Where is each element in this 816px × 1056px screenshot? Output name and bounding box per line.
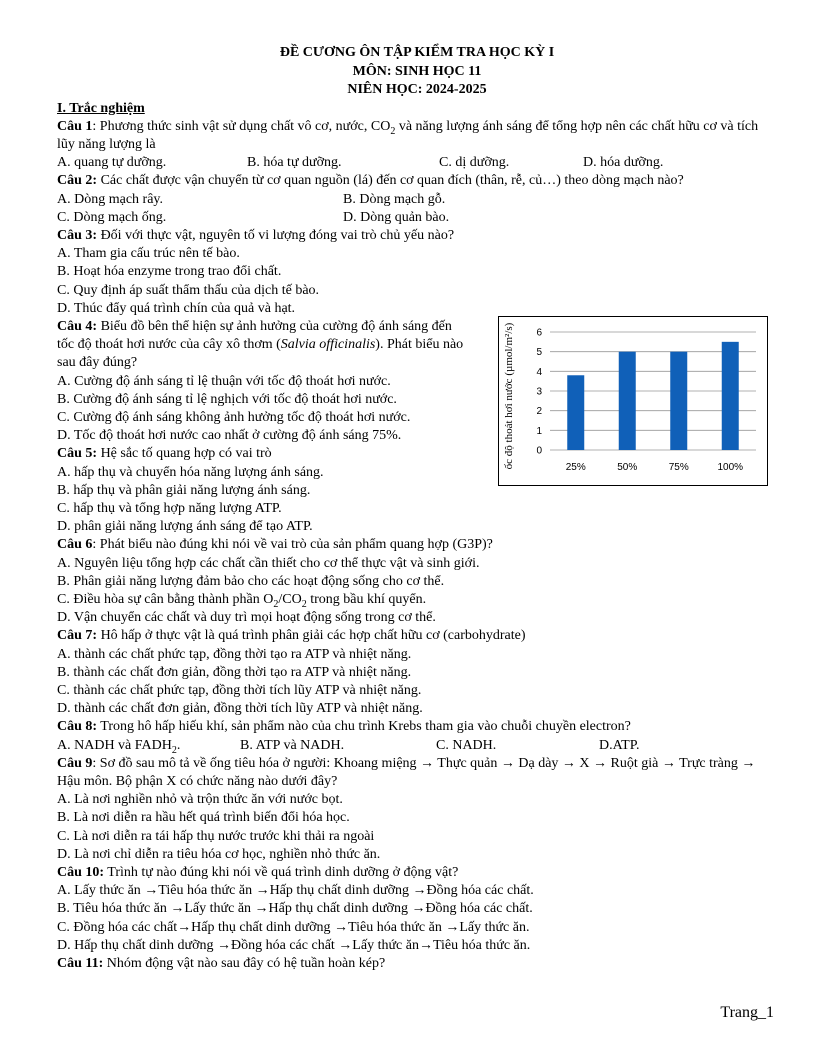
option-d: D. Tốc độ thoát hơi nước cao nhất ở cường độ ánh sáng 75%. (57, 428, 402, 444)
option-text: C. Điều hòa sự cân bằng thành phần O (57, 591, 274, 607)
question-text: : Sơ đồ sau mô tả về ống tiêu hóa ở người: Khoang miệng → Thực quản → Dạ dày → X → Ruột già → Trực tràng → Hậu môn. Bộ phận X có chức năng nào dưới đây? (57, 755, 756, 790)
option-b: B. hấp thụ và phân giải năng lượng ánh sáng. (57, 482, 311, 498)
question-label: Câu 9 (57, 755, 93, 771)
option-b: B. thành các chất đơn giản, đồng thời tạo ra ATP và nhiệt năng. (57, 664, 412, 680)
y-tick-label: 5 (536, 347, 542, 359)
section-heading: I. Trắc nghiệm (57, 100, 145, 116)
question-text: Nhóm động vật nào sau đây có hệ tuần hoàn kép? (103, 956, 386, 972)
question-text: : Phát biểu nào đúng khi nói về vai trò của sản phẩm quang hợp (G3P)? (92, 537, 493, 553)
bar-100pct (722, 342, 739, 450)
option-b: B. Tiêu hóa thức ăn →Lấy thức ăn →Hấp thụ chất dinh dưỡng →Đồng hóa các chất. (57, 901, 533, 917)
question-label: Câu 3: (57, 227, 98, 243)
options-row (57, 191, 777, 209)
x-tick-label: 50% (617, 461, 638, 473)
option-text: A. NADH và FADH (57, 737, 172, 753)
subscript: 2 (171, 744, 177, 756)
x-tick-label: 25% (565, 461, 586, 473)
option-c: C. hấp thụ và tổng hợp năng lượng ATP. (57, 500, 282, 516)
question-text: ). Phát biểu nào sau đây đúng? (57, 337, 464, 371)
question-label: Câu 6 (57, 537, 93, 553)
question-10 (57, 864, 777, 882)
question-label: Câu 2: (57, 173, 98, 189)
option-d: D.ATP. (599, 737, 640, 753)
options-row (57, 154, 777, 172)
transpiration-bar-chart (498, 316, 768, 486)
question-11 (57, 955, 777, 973)
subscript: 2 (301, 598, 307, 610)
x-tick-label: 100% (717, 461, 744, 473)
option-text: trong bầu khí quyển. (306, 591, 427, 607)
option-text: /CO (278, 591, 302, 607)
option-b: B. Phân giải năng lượng đảm bảo cho các hoạt động sống cho cơ thể. (57, 573, 445, 589)
question-text: và năng lượng ánh sáng để tổng hợp nên các chất hữu cơ và tích lũy năng lượng là (57, 118, 759, 152)
question-8 (57, 718, 777, 736)
y-tick-label: 4 (536, 366, 542, 378)
question-text: Đối với thực vật, nguyên tố vi lượng đóng vai trò chủ yếu nào? (97, 227, 455, 243)
option-d: D. Hấp thụ chất dinh dưỡng →Đồng hóa các chất →Lấy thức ăn→Tiêu hóa thức ăn. (57, 937, 531, 953)
species-name: Salvia officinalis (280, 337, 376, 353)
option-b: B. Cường độ ánh sáng tỉ lệ nghịch với tốc độ thoát hơi nước. (57, 391, 397, 407)
option-a: A. hấp thụ và chuyển hóa năng lượng ánh sáng. (57, 464, 324, 480)
document-body (57, 44, 777, 973)
subscript: 2 (390, 125, 396, 137)
option-d: D. Dòng quản bào. (343, 209, 450, 225)
question-3 (57, 227, 777, 245)
y-tick-label: 0 (536, 445, 542, 457)
y-tick-label: 3 (536, 386, 542, 398)
page-number: Trang_1 (720, 1004, 774, 1021)
header-subject: MÔN: SINH HỌC 11 (352, 63, 482, 79)
option-d: D. thành các chất đơn giản, đồng thời tích lũy ATP và nhiệt năng. (57, 701, 423, 717)
option-c: C. Đồng hóa các chất→Hấp thụ chất dinh dưỡng →Tiêu hóa thức ăn →Lấy thức ăn. (57, 919, 530, 935)
option-a: A. Tham gia cấu trúc nên tế bào. (57, 246, 240, 262)
option-c (57, 591, 777, 609)
option-d: D. hóa dưỡng. (583, 155, 664, 171)
question-label: Câu 8: (57, 719, 98, 735)
question-7 (57, 627, 777, 645)
question-label: Câu 11: (57, 956, 104, 972)
question-label: Câu 10: (57, 865, 105, 881)
option-c: C. NADH. (436, 737, 497, 753)
option-b: B. Dòng mạch gỗ. (343, 191, 446, 207)
header-year: NIÊN HỌC: 2024-2025 (347, 82, 487, 97)
option-a: A. Dòng mạch rây. (57, 191, 164, 207)
question-text: Biểu đồ bên thể hiện sự ảnh hưởng của cường độ ánh sáng đến tốc độ thoát hơi nước của cây xô thơm ( (57, 318, 452, 353)
option-d: D. Thúc đẩy quá trình chín của quả và hạt. (57, 300, 296, 316)
option-d: D. Là nơi chỉ diễn ra tiêu hóa cơ học, nghiền nhỏ thức ăn. (57, 846, 381, 862)
option-c: C. Dòng mạch ống. (57, 209, 167, 225)
bar-50pct (619, 352, 636, 450)
question-label: Câu 1 (57, 118, 93, 134)
question-text: Các chất được vận chuyển từ cơ quan nguồn (lá) đến cơ quan đích (thân, rễ, củ…) theo dòng mạch nào? (97, 173, 684, 189)
option-a (57, 737, 240, 755)
option-d: D. phân giải năng lượng ánh sáng để tạo ATP. (57, 519, 313, 535)
option-c: C. thành các chất phức tạp, đồng thời tích lũy ATP và nhiệt năng. (57, 683, 422, 698)
question-label: Câu 4: (57, 318, 98, 334)
x-tick-label: 75% (668, 461, 689, 473)
option-a: A. Lấy thức ăn →Tiêu hóa thức ăn →Hấp thụ chất dinh dưỡng →Đồng hóa các chất. (57, 883, 534, 899)
option-b: B. Hoạt hóa enzyme trong trao đổi chất. (57, 264, 282, 280)
document-header (57, 44, 777, 100)
option-a: A. thành các chất phức tạp, đồng thời tạo ra ATP và nhiệt năng. (57, 646, 412, 662)
option-d: D. Vận chuyển các chất và duy trì mọi hoạt động sống trong cơ thể. (57, 610, 436, 626)
y-axis-label: ốc độ thoát hơi nước (µmol/m²/s) (503, 322, 515, 470)
bar-25pct (567, 375, 584, 450)
option-b: B. hóa tự dưỡng. (247, 155, 342, 171)
option-a: A. Nguyên liệu tổng hợp các chất cần thiết cho cơ thể thực vật và sinh giới. (57, 555, 480, 571)
option-a: A. Cường độ ánh sáng tỉ lệ thuận với tốc độ thoát hơi nước. (57, 373, 391, 389)
option-c: C. Quy định áp suất thẩm thấu của dịch tế bào. (57, 282, 320, 298)
option-c: C. dị dưỡng. (439, 155, 510, 171)
question-text: : Phương thức sinh vật sử dụng chất vô cơ, nước, CO (92, 118, 391, 134)
question-9 (57, 755, 777, 791)
question-text: Trình tự nào đúng khi nói về quá trình dinh dưỡng ở động vật? (104, 865, 459, 881)
question-1 (57, 118, 777, 154)
question-text: Hệ sắc tố quang hợp có vai trò (97, 446, 272, 462)
y-tick-label: 1 (536, 425, 542, 437)
question-text: Trong hô hấp hiếu khí, sản phẩm nào của chu trình Krebs tham gia vào chuỗi chuyền electron? (97, 719, 631, 735)
option-b: B. Là nơi diễn ra hầu hết quá trình biến đổi hóa học. (57, 810, 350, 826)
options-row (57, 209, 777, 227)
question-text: Hô hấp ở thực vật là quá trình phân giải các hợp chất hữu cơ (carbohydrate) (97, 628, 526, 644)
question-4 (57, 318, 467, 373)
question-label: Câu 5: (57, 446, 98, 462)
question-label: Câu 7: (57, 628, 98, 644)
option-c: C. Là nơi diễn ra tái hấp thụ nước trước khi thải ra ngoài (57, 828, 375, 844)
bar-75pct (670, 352, 687, 450)
option-c: C. Cường độ ánh sáng không ảnh hưởng tốc độ thoát hơi nước. (57, 409, 411, 425)
options-row (57, 737, 777, 755)
subscript: 2 (273, 598, 279, 610)
option-a: A. quang tự dưỡng. (57, 155, 167, 171)
question-2 (57, 172, 777, 190)
header-title: ĐỀ CƯƠNG ÔN TẬP KIỂM TRA HỌC KỲ I (279, 45, 555, 60)
option-b: B. ATP và NADH. (240, 737, 345, 753)
y-tick-label: 6 (536, 327, 542, 339)
option-text: . (176, 737, 181, 753)
question-6 (57, 536, 777, 554)
y-tick-label: 2 (536, 406, 542, 418)
option-a: A. Là nơi nghiền nhỏ và trộn thức ăn với nước bọt. (57, 792, 343, 808)
